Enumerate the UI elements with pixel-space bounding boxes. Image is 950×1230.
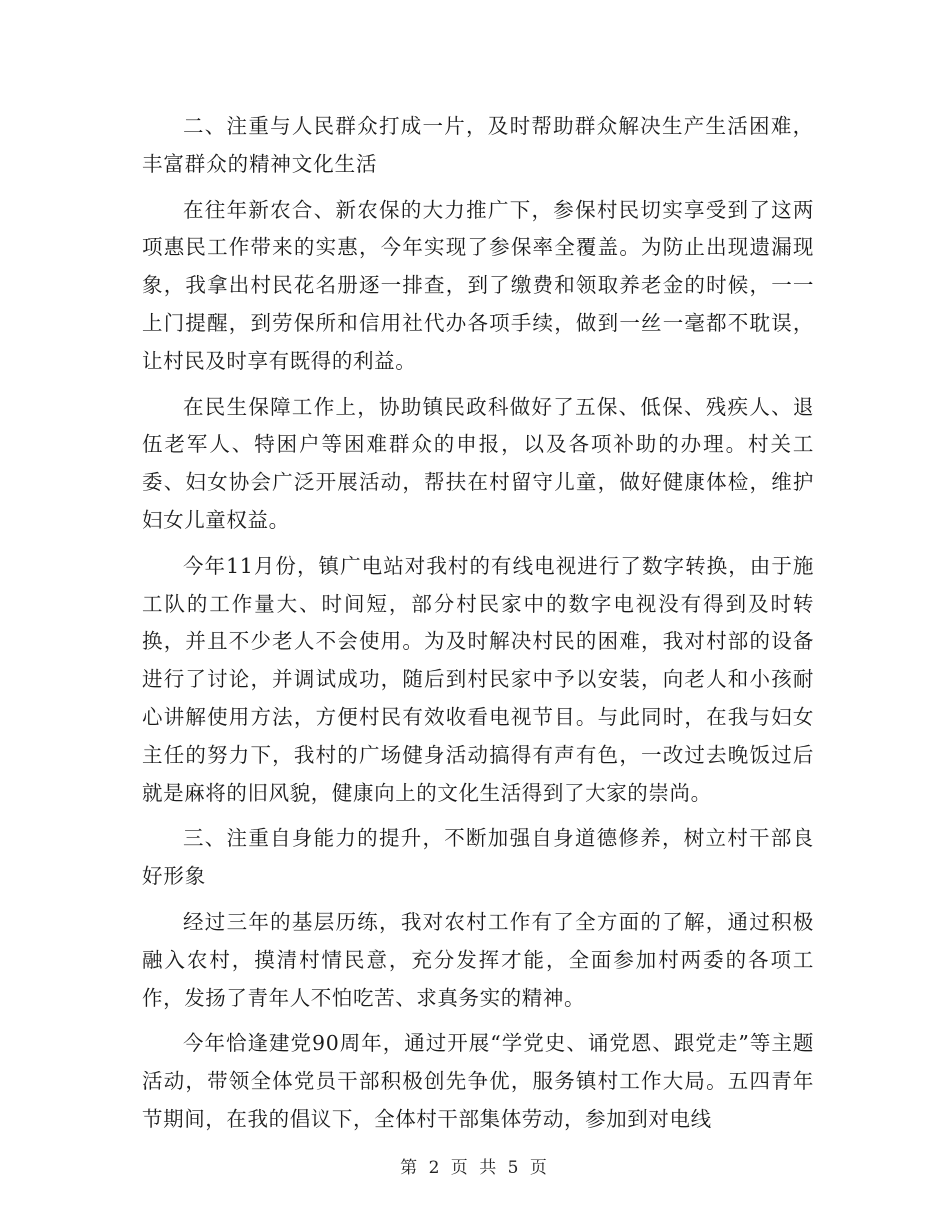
paragraph-insurance: 在往年新农合、新农保的大力推广下，参保村民切实享受到了这两项惠民工作带来的实惠，今年实现了参保率全覆盖。为防止出现遗漏现象，我拿出村民花名册逐一排查，到了缴费和领取养老金的时候，一一上门提醒，到劳保所和信用社代办各项手续，做到一丝一毫都不耽误，让村民及时享有既得的利益。 [142, 197, 814, 373]
paragraph-party-anniversary: 今年恰逢建党90周年，通过开展“学党史、诵党恩、跟党走”等主题活动，带领全体党员干部积极创先争优，服务镇村工作大局。五四青年节期间，在我的倡议下，全体村干部集体劳动，参加到对电线 [142, 1031, 814, 1131]
paragraph-livelihood: 在民生保障工作上，协助镇民政科做好了五保、低保、残疾人、退伍老军人、特困户等困难群众的申报，以及各项补助的办理。村关工委、妇女协会广泛开展活动，帮扶在村留守儿童，做好健康体检，维护妇女儿童权益。 [142, 394, 814, 532]
paragraph-digital-tv: 今年11月份，镇广电站对我村的有线电视进行了数字转换，由于施工队的工作量大、时间短，部分村民家中的数字电视没有得到及时转换，并且不少老人不会使用。为及时解决村民的困难，我对村部的设备进行了讨论，并调试成功，随后到村民家中予以安装，向老人和小孩耐心讲解使用方法，方便村民有效收看电视节目。与此同时，在我与妇女主任的努力下，我村的广场健身活动搞得有声有色，一改过去晚饭过后就是麻将的旧风貌，健康向上的文化生活得到了大家的崇尚。 [142, 553, 814, 805]
page-number-footer: 第 2 页 共 5 页 [400, 1158, 550, 1178]
section-heading-3: 三、注重自身能力的提升，不断加强自身道德修养，树立村干部良好形象 [142, 826, 814, 889]
paragraph-grassroots: 经过三年的基层历练，我对农村工作有了全方面的了解，通过积极融入农村，摸清村情民意，充分发挥才能，全面参加村两委的各项工作，发扬了青年人不怕吃苦、求真务实的精神。 [142, 909, 814, 1010]
section-heading-2: 二、注重与人民群众打成一片，及时帮助群众解决生产生活困难，丰富群众的精神文化生活 [142, 114, 814, 176]
document-body [142, 108, 814, 1147]
